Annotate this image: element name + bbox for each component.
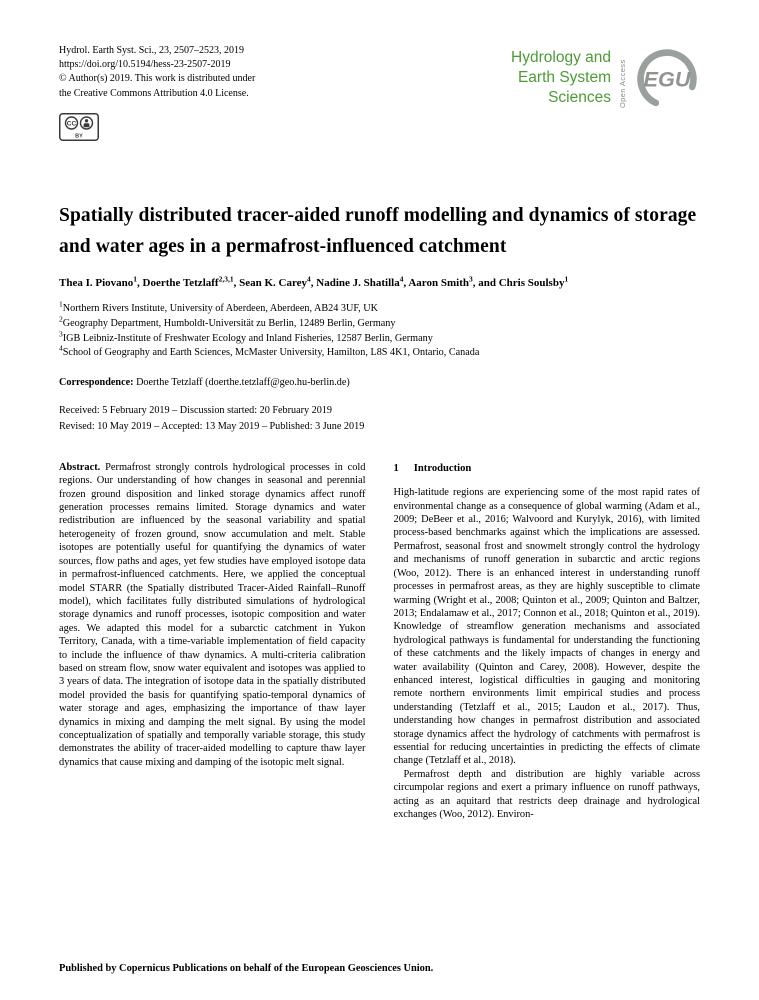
author: Nadine J. Shatilla$^4$,	[316, 274, 409, 290]
author: Thea I. Piovano$^1$,	[59, 274, 143, 290]
license-line-2: the Creative Commons Attribution 4.0 License.	[59, 87, 249, 99]
doi-link[interactable]: https://doi.org/10.5194/hess-23-2507-2019	[59, 59, 231, 71]
svg-text:EGU: EGU	[643, 66, 691, 92]
egu-logo	[634, 46, 700, 112]
received-line: Received: 5 February 2019 – Discussion started: 20 February 2019	[59, 405, 333, 417]
introduction-column	[394, 461, 701, 822]
svg-text:BY: BY	[75, 133, 83, 140]
abstract-column	[59, 461, 366, 822]
section-title: Introduction	[413, 462, 472, 474]
journal-name-line: Hydrology and	[511, 49, 611, 66]
affiliation-list	[59, 299, 700, 361]
journal-name-line: Earth System	[517, 68, 611, 86]
journal-name	[511, 48, 611, 107]
publisher-footer: Published by Copernicus Publications on behalf of the European Geosciences Union.	[59, 963, 434, 974]
author: Sean K. Carey$^4$,	[239, 274, 317, 290]
article-title: Spatially distributed tracer-aided runoff modelling and dynamics of storage and water ages in a permafrost-influenced catchment	[59, 204, 697, 257]
open-access-label: Open Access	[618, 59, 627, 108]
author: Chris Soulsby$^1$	[498, 274, 569, 290]
page-header	[59, 44, 700, 146]
correspondence-line	[59, 377, 700, 388]
author: Doerthe Tetzlaff$^{2,3,1}$,	[142, 274, 240, 290]
cc-by-badge	[59, 113, 99, 146]
correspondence-label: Correspondence:	[59, 377, 134, 389]
journal-logo-block	[511, 46, 700, 112]
introduction-heading	[394, 462, 701, 475]
abstract-text: Permafrost strongly controls hydrological processes in cold regions. Our understanding of how changes in seasonal and perennial frozen ground disposition and linked storage dynamics affect runoff generation processes remains limited. Storage dynamics and water redistribution are influenced by the seasonal variability and spatial heterogeneity of frozen ground, snow accumulation and melt. Stable isotopes are potentially useful for quantifying the dynamics of water sources, flow paths and ages, yet few studies have employed isotope data in permafrost-influenced catchments. Here, we applied the conceptual model STARR (the Spatially distributed Tracer-Aided Rainfall–Runoff model), which facilitates fully distributed simulations of hydrological storage dynamics and runoff processes, isotopic composition and water ages. We adapted this model for a subarctic catchment in Yukon Territory, Canada, with a time-variable implementation of field capacity to include the influence of thaw dynamics. A multi-criteria calibration based on stream flow, snow water equivalent and isotopes was applied to 3 years of data. The integration of isotope data in the spatially distributed model provided the basis for quantifying spatio-temporal dynamics of water storage and ages, emphasizing the importance of thaw layer dynamics in mixing and damping the melt signal. By using the model conceptualization of spatially and temporally variable storage, this study demonstrates the ability of tracer-aided modelling to capture thaw layer dynamics that cause mixing and damping of the isotopic melt signal.	[59, 461, 366, 768]
abstract-label: Abstract.	[59, 461, 101, 473]
cc-by-icon	[59, 113, 99, 141]
affiliation: $^3$IGB Leibniz-Institute of Freshwater Ecology and Inland Fisheries, 12587 Berlin, Germany	[59, 329, 433, 344]
revised-line: Revised: 10 May 2019 – Accepted: 13 May 2019 – Published: 3 June 2019	[59, 420, 365, 432]
affiliation: $^2$Geography Department, Humboldt-Universität zu Berlin, 12489 Berlin, Germany	[59, 314, 396, 329]
egu-logo-icon	[634, 46, 700, 112]
affiliation: $^4$School of Geography and Earth Sciences, McMaster University, Hamilton, L8S 4K1, Ontario, Canada	[59, 344, 480, 359]
journal-name-line: Sciences	[548, 88, 611, 106]
license-line-1: © Author(s) 2019. This work is distributed under	[59, 73, 256, 85]
author: Aaron Smith$^3$, and	[408, 274, 499, 290]
section-number: 1	[393, 462, 399, 474]
introduction-paragraph: High-latitude regions are experiencing some of the most rapid rates of environmental change as a consequence of global warming (Adam et al., 2009; DeBeer et al., 2016; Walvoord and Kurylyk, 2016), with limited process-based benchmarks against which the implications are assessed. Permafrost, seasonal frost and snowmelt strongly control the hydrology and mechanisms of runoff generation in subarctic and arctic regions (Woo, 2012). There is an enhanced interest in understanding runoff processes in permafrost areas, as they are highly susceptible to climate warming (Wright et al., 2008; Quinton et al., 2009; Quinton and Baltzer, 2013; Endalamaw et al., 2017; Connon et al., 2018; Quinton et al., 2019). Knowledge of streamflow generation mechanisms and associated hydrological pathways is fundamental for understanding the functioning of these catchments and the likely impacts of changes in energy and water availability (Quinton and Carey, 2008). However, despite the enhanced interest, logistical difficulties in gauging and monitoring remote northern environments limit empirical studies and process understanding (Tetzlaff et al., 2015; Laudon et al., 2017). Thus, understanding how changes in permafrost distribution and associated storage dynamics affect the hydrology of catchments with permafrost is essential for reducing uncertainties in predicting the effects of climate change (Tetzlaff et al., 2018).	[393, 487, 700, 767]
affiliation: $^1$Northern Rivers Institute, University of Aberdeen, Aberdeen, AB24 3UF, UK	[59, 299, 378, 315]
article-dates	[59, 403, 700, 434]
citation-license-block	[59, 44, 255, 146]
correspondence-email[interactable]: Doerthe Tetzlaff (doerthe.tetzlaff@geo.hu-berlin.de)	[136, 377, 350, 389]
introduction-paragraph: Permafrost depth and distribution are highly variable across circumpolar regions and exert a primary influence on runoff pathways, acting as an aquitard that restricts deep drainage and hydrological exchanges (Woo, 2012). Environ-	[393, 768, 700, 820]
citation-line: Hydrol. Earth Syst. Sci., 23, 2507–2523, 2019	[59, 45, 244, 56]
svg-text:CC: CC	[66, 120, 77, 128]
abstract-paragraph	[59, 461, 366, 769]
author-list	[59, 274, 700, 290]
body-columns	[59, 461, 700, 822]
